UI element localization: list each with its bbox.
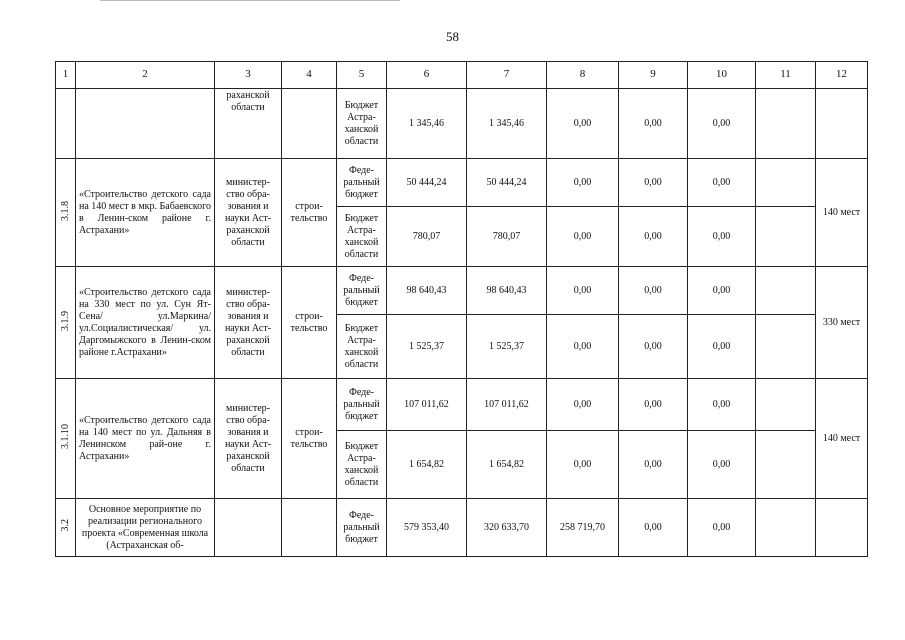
funding-source: Феде-ральный бюджет [337,499,387,557]
executor: министер-ство обра-зования и науки Аст-раханской области [215,379,282,499]
header-cell: 2 [76,62,215,89]
value-cell-empty [756,207,816,267]
value-cell: 780,07 [467,207,547,267]
header-cell: 1 [56,62,76,89]
value-cell: 258 719,70 [547,499,619,557]
header-cell: 12 [816,62,868,89]
table-row [56,159,868,207]
value-cell: 579 353,40 [387,499,467,557]
value-cell: 1 654,82 [387,431,467,499]
result-cell: 140 мест [816,379,868,499]
header-cell: 5 [337,62,387,89]
value-cell: 0,00 [547,207,619,267]
value-cell: 0,00 [688,315,756,379]
value-cell: 0,00 [547,267,619,315]
work-type: строи-тельство [282,379,337,499]
value-cell: 107 011,62 [467,379,547,431]
value-cell: 0,00 [619,159,688,207]
work-type [282,499,337,557]
funding-source: Феде-ральный бюджет [337,159,387,207]
row-number: 3.1.9 [56,267,76,379]
value-cell: 0,00 [619,315,688,379]
executor: министер-ство обра-зования и науки Аст-раханской области [215,267,282,379]
value-cell: 107 011,62 [387,379,467,431]
value-cell: 50 444,24 [467,159,547,207]
value-cell: 1 525,37 [467,315,547,379]
result-cell [816,89,868,159]
row-number [56,89,76,159]
header-cell: 11 [756,62,816,89]
header-cell: 4 [282,62,337,89]
value-cell: 0,00 [619,267,688,315]
header-cell: 10 [688,62,756,89]
value-cell: 0,00 [688,207,756,267]
value-cell: 0,00 [619,499,688,557]
top-rule [100,0,400,1]
value-cell: 98 640,43 [387,267,467,315]
table-row [56,499,868,557]
result-cell: 330 мест [816,267,868,379]
value-cell: 0,00 [547,379,619,431]
funding-source: Бюджет Астра-ханской области [337,315,387,379]
header-row [56,62,868,89]
header-cell: 6 [387,62,467,89]
value-cell: 320 633,70 [467,499,547,557]
value-cell: 0,00 [619,207,688,267]
value-cell: 0,00 [547,159,619,207]
header-cell: 8 [547,62,619,89]
value-cell: 1 345,46 [467,89,547,159]
value-cell: 0,00 [688,159,756,207]
value-cell-empty [756,315,816,379]
value-cell: 0,00 [619,379,688,431]
measure-name: «Строительство детского сада на 330 мест по ул. Сун Ят-Сена/ ул.Маркина/ ул.Социалистическая/ ул. Даргомыжского в Ленин-ском районе г.Астрахани» [76,267,215,379]
page-number: 58 [446,29,459,44]
value-cell-empty [756,267,816,315]
value-cell: 0,00 [688,89,756,159]
result-cell: 140 мест [816,159,868,267]
value-cell: 0,00 [688,431,756,499]
value-cell-empty [756,431,816,499]
row-number: 3.1.8 [56,159,76,267]
budget-table [55,61,868,557]
table-row [56,267,868,315]
value-cell: 0,00 [547,431,619,499]
funding-source: Бюджет Астра-ханской области [337,207,387,267]
measure-name: «Строительство детского сада на 140 мест в мкр. Бабаевского в Ленин-ском районе г. Астрахани» [76,159,215,267]
value-cell: 50 444,24 [387,159,467,207]
value-cell-empty [756,379,816,431]
value-cell: 0,00 [619,431,688,499]
value-cell: 0,00 [688,499,756,557]
work-type [282,89,337,159]
value-cell-empty [756,159,816,207]
value-cell-empty [756,89,816,159]
funding-source: Феде-ральный бюджет [337,267,387,315]
header-cell: 9 [619,62,688,89]
executor [215,499,282,557]
measure-name [76,89,215,159]
value-cell: 0,00 [688,267,756,315]
row-number: 3.2 [56,499,76,557]
value-cell: 0,00 [619,89,688,159]
table-row [56,89,868,159]
value-cell: 1 345,46 [387,89,467,159]
table-row [56,379,868,431]
value-cell: 0,00 [547,89,619,159]
funding-source: Бюджет Астра-ханской области [337,431,387,499]
executor: министер-ство обра-зования и науки Аст-раханской области [215,159,282,267]
result-cell [816,499,868,557]
work-type: строи-тельство [282,267,337,379]
funding-source: Феде-ральный бюджет [337,379,387,431]
value-cell: 0,00 [547,315,619,379]
row-number: 3.1.10 [56,379,76,499]
executor: раханской области [215,89,282,159]
work-type: строи-тельство [282,159,337,267]
value-cell: 98 640,43 [467,267,547,315]
header-cell: 7 [467,62,547,89]
funding-source: Бюджет Астра-ханской области [337,89,387,159]
header-cell: 3 [215,62,282,89]
value-cell: 780,07 [387,207,467,267]
value-cell: 1 654,82 [467,431,547,499]
value-cell: 1 525,37 [387,315,467,379]
value-cell: 0,00 [688,379,756,431]
measure-name: Основное мероприятие по реализации регионального проекта «Современная школа (Астраханская об- [76,499,215,557]
measure-name: «Строительство детского сада на 140 мест по ул. Дальняя в Ленинском рай-оне г. Астрахани» [76,379,215,499]
value-cell-empty [756,499,816,557]
